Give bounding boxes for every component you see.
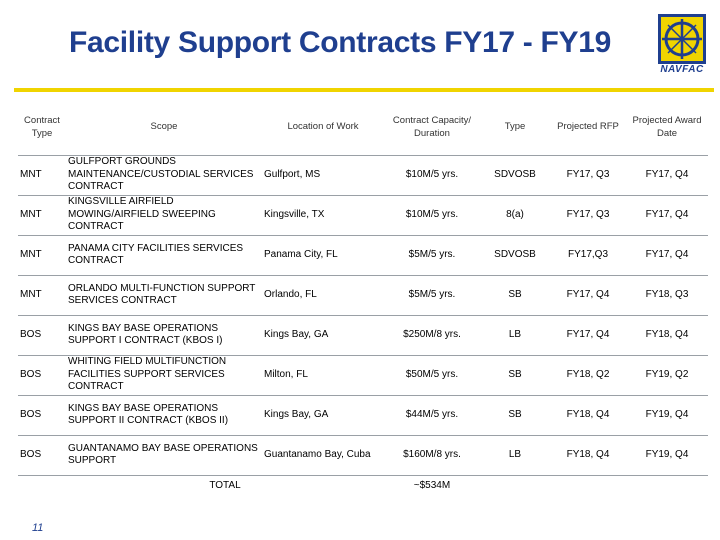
cell-contract-type: BOS	[18, 395, 66, 435]
cell-award-date: FY19, Q4	[626, 435, 708, 475]
cell-type: SB	[480, 355, 550, 395]
cell-scope: KINGS BAY BASE OPERATIONS SUPPORT II CONTRACT (KBOS II)	[66, 395, 262, 435]
cell-location: Gulfport, MS	[262, 155, 384, 195]
table-row	[18, 155, 708, 195]
cell-type: LB	[480, 315, 550, 355]
cell-scope: KINGS BAY BASE OPERATIONS SUPPORT I CONTRACT (KBOS I)	[66, 315, 262, 355]
cell-type: SDVOSB	[480, 235, 550, 275]
page-title: Facility Support Contracts FY17 - FY19	[68, 26, 612, 59]
cell-contract-type: BOS	[18, 355, 66, 395]
col-header-scope: Scope	[66, 99, 262, 155]
col-header-award-date: Projected Award Date	[626, 99, 708, 155]
cell-award-date: FY19, Q2	[626, 355, 708, 395]
title-divider	[14, 88, 714, 92]
cell-capacity: $50M/5 yrs.	[384, 355, 480, 395]
col-header-capacity: Contract Capacity/ Duration	[384, 99, 480, 155]
table-row	[18, 195, 708, 235]
cell-projected-rfp: FY17,Q3	[550, 235, 626, 275]
total-value: ~$534M	[413, 480, 451, 491]
cell-location: Kingsville, TX	[262, 195, 384, 235]
table-row	[18, 275, 708, 315]
col-header-projected-rfp: Projected RFP	[550, 99, 626, 155]
cell-projected-rfp: FY18, Q2	[550, 355, 626, 395]
cell-contract-type: MNT	[18, 235, 66, 275]
cell-capacity: $10M/5 yrs.	[384, 155, 480, 195]
cell-award-date: FY19, Q4	[626, 395, 708, 435]
cell-type: SB	[480, 275, 550, 315]
table-header-row	[18, 99, 708, 155]
cell-projected-rfp: FY18, Q4	[550, 435, 626, 475]
cell-capacity: $250M/8 yrs.	[384, 315, 480, 355]
cell-contract-type: BOS	[18, 435, 66, 475]
cell-projected-rfp: FY17, Q4	[550, 315, 626, 355]
table-row	[18, 235, 708, 275]
cell-contract-type: MNT	[18, 155, 66, 195]
navfac-logo-text: NAVFAC	[660, 64, 704, 75]
col-header-type: Type	[480, 99, 550, 155]
cell-scope: WHITING FIELD MULTIFUNCTION FACILITIES SUPPORT SERVICES CONTRACT	[66, 355, 262, 395]
table-row	[18, 315, 708, 355]
cell-type: SB	[480, 395, 550, 435]
cell-capacity: $5M/5 yrs.	[384, 235, 480, 275]
cell-location: Panama City, FL	[262, 235, 384, 275]
cell-award-date: FY18, Q4	[626, 315, 708, 355]
cell-award-date: FY17, Q4	[626, 195, 708, 235]
contracts-table	[18, 99, 708, 497]
cell-projected-rfp: FY17, Q3	[550, 155, 626, 195]
cell-scope: PANAMA CITY FACILITIES SERVICES CONTRACT	[66, 235, 262, 275]
cell-capacity: $44M/5 yrs.	[384, 395, 480, 435]
cell-capacity: $5M/5 yrs.	[384, 275, 480, 315]
cell-scope: GUANTANAMO BAY BASE OPERATIONS SUPPORT	[66, 435, 262, 475]
cell-location: Milton, FL	[262, 355, 384, 395]
cell-award-date: FY17, Q4	[626, 235, 708, 275]
cell-location: Orlando, FL	[262, 275, 384, 315]
col-header-location: Location of Work	[262, 99, 384, 155]
cell-award-date: FY17, Q4	[626, 155, 708, 195]
cell-projected-rfp: FY17, Q4	[550, 275, 626, 315]
cell-capacity: $10M/5 yrs.	[384, 195, 480, 235]
total-label: TOTAL	[209, 480, 241, 491]
page-number: 11	[32, 522, 44, 534]
cell-projected-rfp: FY18, Q4	[550, 395, 626, 435]
cell-contract-type: BOS	[18, 315, 66, 355]
cell-contract-type: MNT	[18, 195, 66, 235]
cell-type: 8(a)	[480, 195, 550, 235]
table-row	[18, 435, 708, 475]
cell-award-date: FY18, Q3	[626, 275, 708, 315]
table-row	[18, 355, 708, 395]
table-row	[18, 395, 708, 435]
cell-capacity: $160M/8 yrs.	[384, 435, 480, 475]
cell-location: Kings Bay, GA	[262, 315, 384, 355]
cell-location: Guantanamo Bay, Cuba	[262, 435, 384, 475]
cell-scope: ORLANDO MULTI-FUNCTION SUPPORT SERVICES CONTRACT	[66, 275, 262, 315]
cell-scope: KINGSVILLE AIRFIELD MOWING/AIRFIELD SWEEPING CONTRACT	[66, 195, 262, 235]
col-header-contract-type: Contract Type	[18, 99, 66, 155]
cell-projected-rfp: FY17, Q3	[550, 195, 626, 235]
table-total-row	[18, 475, 708, 497]
cell-scope: GULFPORT GROUNDS MAINTENANCE/CUSTODIAL SERVICES CONTRACT	[66, 155, 262, 195]
cell-type: SDVOSB	[480, 155, 550, 195]
cell-contract-type: MNT	[18, 275, 66, 315]
cell-location: Kings Bay, GA	[262, 395, 384, 435]
cell-type: LB	[480, 435, 550, 475]
